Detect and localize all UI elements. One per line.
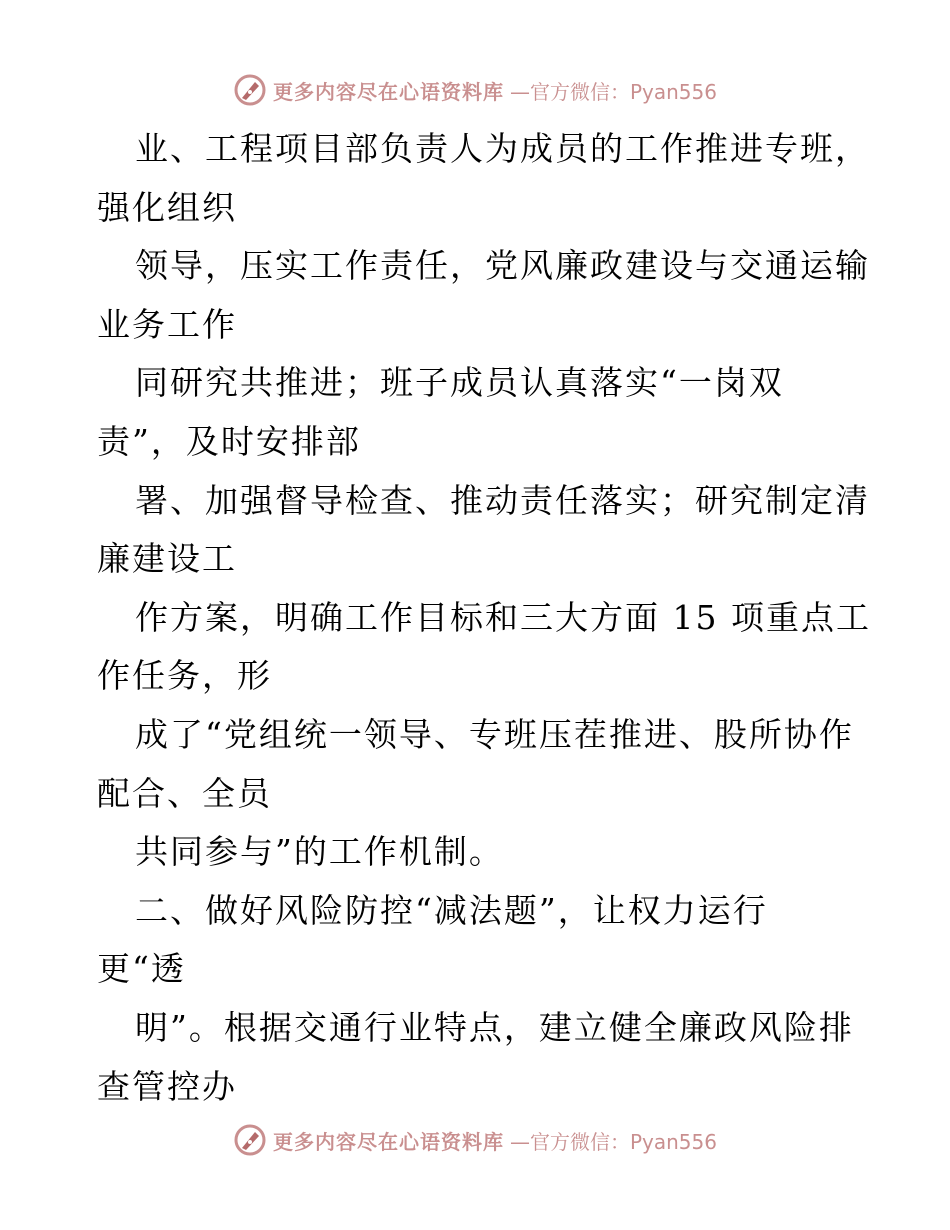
text-line: 共同参与”的工作机制。 (135, 832, 504, 872)
text-line: 领导，压实工作责任，党风廉政建设与交通运输 (135, 246, 870, 286)
text-line: 作任务，形 (97, 656, 272, 696)
pen-nib-logo-icon (233, 1123, 267, 1157)
text-line: 查管控办 (97, 1066, 237, 1106)
watermark-brand-text: 更多内容尽在心语资料库 (272, 79, 504, 104)
text-line: 成了“党组统一领导、专班压茬推进、股所协作 (135, 714, 854, 754)
text-line: 责”，及时安排部 (97, 421, 361, 461)
text-line: 署、加强督导检查、推动责任落实；研究制定清 (135, 480, 870, 520)
header-watermark (0, 70, 950, 110)
watermark-wechat-text: —官方微信：Pyan556 (509, 79, 717, 104)
text-line: 二、做好风险防控“减法题”，让权力运行 (135, 890, 768, 930)
text-line: 业、工程项目部负责人为成员的工作推进专班， (135, 129, 870, 168)
watermark-brand-text: 更多内容尽在心语资料库 (272, 1129, 504, 1154)
text-line: 强化组织 (97, 187, 237, 227)
text-line: 同研究共推进；班子成员认真落实“一岗双 (135, 363, 784, 403)
pen-nib-logo-icon (233, 73, 267, 107)
text-line: 明”。根据交通行业特点，建立健全廉政风险排 (135, 1007, 854, 1047)
text-line: 更“透 (97, 949, 186, 989)
text-line: 业务工作 (97, 304, 237, 344)
document-body (97, 120, 871, 1116)
footer-watermark (0, 1120, 950, 1160)
text-line: 廉建设工 (97, 539, 237, 579)
text-line: 作方案，明确工作目标和三大方面 15 项重点工 (135, 597, 871, 637)
text-line: 配合、全员 (97, 773, 272, 813)
watermark-wechat-text: —官方微信：Pyan556 (509, 1129, 717, 1154)
